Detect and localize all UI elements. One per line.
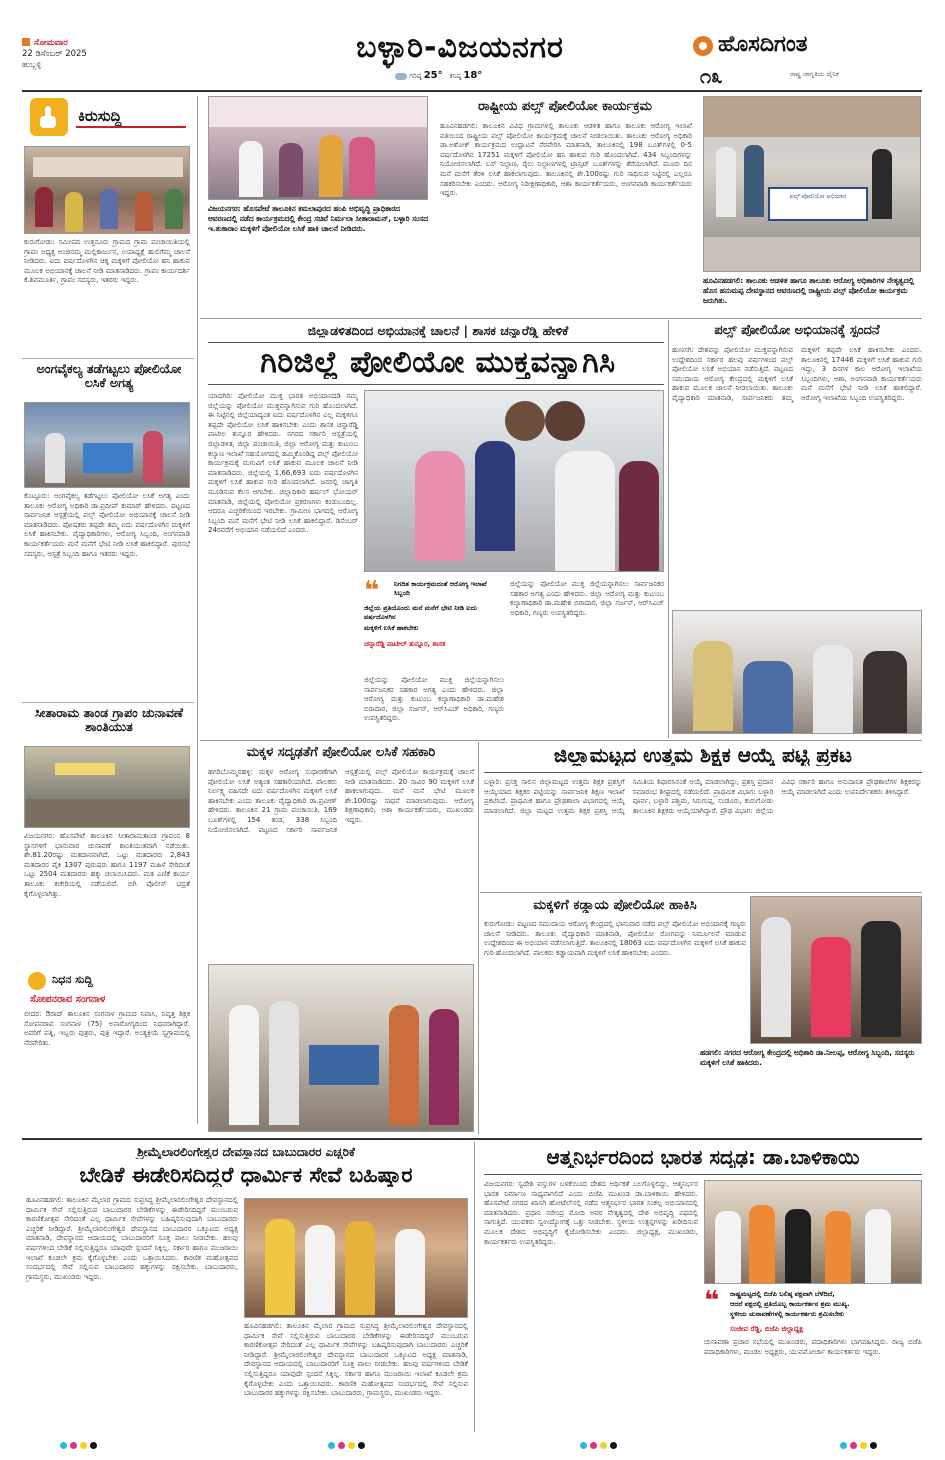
polio-banner bbox=[768, 187, 868, 221]
bottom-right-quote-author: ಸಂಜೀವ ರೆಡ್ಡಿ, ಬಿಜೆಪಿ ಜಿಲ್ಲಾಧ್ಯಕ್ಷ bbox=[730, 1325, 804, 1333]
quote-icon: ❝ bbox=[364, 576, 380, 606]
lead-text-2: ಜಿಲ್ಲೆಯನ್ನು ಪೋಲಿಯೋ ಮುಕ್ತ ಜಿಲ್ಲೆಯನ್ನಾಗಿಸಲು ಸಾರ್ವಜನಿಕರ ಸಹಕಾರ ಅಗತ್ಯ ಎಂದು ಹೇಳಿದರು. ಜಿಲ್ಲಾ ಆರೋಗ್ಯ ಮತ್ತು ಕುಟುಂಬ ಕಲ್ಯಾಣಾಧಿಕಾರಿ ಡಾ.ಮಹೇಶ ಬಿರಾದಾರ, ಜಿಲ್ಲಾ ಸರ್ಜನ್, ಆರ್‌ಸಿಎಚ್ ಅಧಿಕಾರಿ, ಗಣ್ಯರು ಉಪಸ್ಥಿತರಿದ್ದರು. bbox=[510, 580, 664, 617]
makkala-text: ಹಗರಿಬೊಮ್ಮನಹಳ್ಳಿ: ಮಕ್ಕಳ ಆರೋಗ್ಯ ಸುಧಾರಣೆಗಾಗಿ ಪೋಲಿಯೋ ಲಸಿಕೆ ಅತ್ಯಂತ ಸಹಕಾರಿಯಾಗಿದೆ. ಪಾಲಕರು ನಿರ್ಲಕ್ಷ್ಯ ವಹಿಸದೇ ಐದು ವರ್ಷದೊಳಗಿನ ಮಕ್ಕಳಿಗೆ ಲಸಿಕೆ ಹಾಕಿಸಬೇಕು ಎಂದು ತಾಲೂಕು ವೈದ್ಯಾಧಿಕಾರಿ ಡಾ.ಪ್ರವೀಣ್ ಹೇಳಿದರು. ತಾಲೂಕಿನ 21 ಗ್ರಾಮ ಪಂಚಾಯಿತಿ, 169 ಬೂತ್‌ಗಳಲ್ಲಿ 154 ತಂಡ, 338 ಸಿಬ್ಬಂದಿ ನಿಯೋಜಿಸಲಾಗಿದೆ. ಪಟ್ಟಣದ ಸರ್ಕಾರಿ ಸಾರ್ವಜನಿಕ ಆಸ್ಪತ್ರೆಯಲ್ಲಿ ಪಲ್ಸ್ ಪೋಲಿಯೋ ಕಾರ್ಯಕ್ರಮಕ್ಕೆ ಚಾಲನೆ ನೀಡಿ ಮಾತನಾಡಿದರು. 20 ಸಾವಿರ 90 ಮಕ್ಕಳಿಗೆ ಲಸಿಕೆ ಹಾಕಲಾಗುವುದು. ಮನೆ ಮನೆ ಭೇಟಿ ಮೂಲಕ ಶೇ.100ರಷ್ಟು ಸಾಧನೆ ಮಾಡಲಾಗುವುದು. ಆರೋಗ್ಯ ಶಿಕ್ಷಣಾಧಿಕಾರಿ, ಆಶಾ ಕಾರ್ಯಕರ್ತೆಯರು, ಮುಖಂಡರು ಇದ್ದರು. bbox=[208, 768, 474, 834]
bottom-left-text-2: ಹೂವಿನಹಡಗಲಿ: ತಾಲೂಕಿನ ಮೈಲಾರ ಗ್ರಾಮದ ಸುಪ್ರಸಿದ್ಧ ಶ್ರೀಮೈಲಾರಲಿಂಗೇಶ್ವರ ದೇವಸ್ಥಾನದಲ್ಲಿ ಧಾರ್ಮಿಕ ಸೇವೆ ಸಲ್ಲಿಸುತ್ತಿರುವ ಬಾಬುದಾರರ ಬೇಡಿಕೆಗಳನ್ನು ಈಡೇರಿಸದಿದ್ದರೆ ಮುಂಬರುವ ಕಾರಣಿಕೋತ್ಸವ ಸೇರಿದಂತೆ ಎಲ್ಲ ಧಾರ್ಮಿಕ ಸೇವೆಗಳನ್ನು ಬಹಿಷ್ಕರಿಸುವುದಾಗಿ ಬಾಬುದಾರರು ಎಚ್ಚರಿಕೆ ನೀಡಿದ್ದಾರೆ. ಶ್ರೀಮೈಲಾರಲಿಂಗೇಶ್ವರ ದೇವಸ್ಥಾನದ ಬಾಬುದಾರರ ಒಕ್ಕೂಟದ ಅಧ್ಯಕ್ಷ ಮಾತನಾಡಿ, ದೇವಸ್ಥಾನದ ಆದಾಯದಲ್ಲಿ ಬಾಬುದಾರರಿಗೆ ಸೂಕ್ತ ಪಾಲು ನೀಡಬೇಕು. ಹಲವು ವರ್ಷಗಳಿಂದ ಬೇಡಿಕೆ ಸಲ್ಲಿಸುತ್ತಿದ್ದರೂ ಯಾವುದೇ ಸ್ಪಂದನೆ ಸಿಕ್ಕಿಲ್ಲ. ಸರ್ಕಾರ ಹಾಗೂ ಮುಜರಾಯಿ ಇಲಾಖೆ ಕೂಡಲೇ ಕ್ರಮ ಕೈಗೊಳ್ಳಬೇಕು ಎಂದು ಒತ್ತಾಯಿಸಿದರು. ಕಾರಣಿಕ ಮಹೋತ್ಸವದ ಸಂದರ್ಭದಲ್ಲಿ ಸೇವೆ ಸಲ್ಲಿಸುವ ಬಾಬುದಾರರ ಹಕ್ಕುಗಳನ್ನು ರಕ್ಷಿಸಬೇಕು. ಬಾಬುದಾರರು, ಗ್ರಾಮಸ್ಥರು, ಮುಖಂಡರು ಇದ್ದರು. bbox=[244, 1322, 468, 1398]
left-column bbox=[22, 96, 194, 936]
bottom-right-quote-line-3: ಸ್ಥಳೀಯ ಚುನಾವಣೆಗಳಲ್ಲಿ ಕಾರ್ಯಕರ್ತರು ಶ್ರಮಿಸಬೇಕು bbox=[730, 1310, 845, 1318]
bottom-right-headline: ಆತ್ಮನಿರ್ಭರದಿಂದ ಭಾರತ ಸದೃಢ: ಡಾ.ಬಾಳಿಕಾಯಿ bbox=[546, 1146, 860, 1168]
pulse-top-text: ಹೂವಿನಹಡಗಲಿ: ತಾಲೂಕಿನ ವಿವಿಧ ಗ್ರಾಮಗಳಲ್ಲಿ ತಾಲೂಕು ಆಡಳಿತ ಹಾಗೂ ತಾಲೂಕು ಆರೋಗ್ಯ ಇಲಾಖೆ ವತಿಯಿಂದ ರಾಷ್ಟ್ರೀಯ ಪಲ್ಸ್ ಪೋಲಿಯೋ ಕಾರ್ಯಕ್ರಮಕ್ಕೆ ಚಾಲನೆ ನೀಡಲಾಯಿತು. ತಾಲೂಕು ಆರೋಗ್ಯ ಅಧಿಕಾರಿ ಡಾ.ಅಶೋಕ್ ಕಾರ್ಯಕ್ರಮದ ಉದ್ಘಾಟನೆ ನೆರವೇರಿಸಿ ಮಾತನಾಡಿ, ತಾಲೂಕಿನಲ್ಲಿ 198 ಬೂತ್‌ಗಳಲ್ಲಿ 0-5 ವರ್ಷದೊಳಗಿನ 17251 ಮಕ್ಕಳಿಗೆ ಪೋಲಿಯೋ ಹನಿ ಹಾಕುವ ಗುರಿ ಹೊಂದಲಾಗಿದೆ. 434 ಸಿಬ್ಬಂದಿಗಳನ್ನು ನಿಯೋಜಿಸಲಾಗಿದೆ. ಬಸ್ ನಿಲ್ದಾಣ, ರೈಲು ನಿಲ್ದಾಣಗಳಲ್ಲಿ ಟ್ರಾನ್ಸಿಟ್ ಬೂತ್‌ಗಳನ್ನು ತೆರೆಯಲಾಗಿದೆ. ಮೂರು ದಿನ ಮನೆ ಮನೆಗೆ ತೆರಳಿ ಲಸಿಕೆ ಹಾಕಲಾಗುವುದು. ತಾಲೂಕಿನಲ್ಲಿ ಶೇ.100ರಷ್ಟು ಗುರಿ ಸಾಧಿಸುವ ನಿಟ್ಟಿನಲ್ಲಿ ಎಲ್ಲರೂ ಸಹಕರಿಸಬೇಕು ಎಂದರು. ಆರೋಗ್ಯ ನಿರೀಕ್ಷಣಾಧಿಕಾರಿ, ಆಶಾ ಕಾರ್ಯಕರ್ತೆಯರು, ಅಂಗನವಾಡಿ ಕಾರ್ಯಕರ್ತೆಯರು ಇದ್ದರು. bbox=[440, 122, 692, 198]
col-rule-1 bbox=[197, 96, 198, 1124]
kirusuddi-photo-2 bbox=[24, 402, 190, 488]
pulse-top-headline: ರಾಷ್ಟ್ರೀಯ ಪಲ್ಸ್ ಪೋಲಿಯೋ ಕಾರ್ಯಕ್ರಮ bbox=[478, 100, 652, 114]
weather-min: 18° bbox=[463, 70, 483, 81]
makkalige-headline: ಮಕ್ಕಳಿಗೆ ಕಡ್ಡಾಯ ಪೋಲಿಯೋ ಹಾಕಿಸಿ bbox=[533, 898, 697, 913]
kirusuddi-badge bbox=[22, 96, 194, 140]
registration-marks bbox=[60, 1442, 890, 1452]
paper-name: ಹೊಸದಿಗಂತ bbox=[718, 32, 808, 57]
top-photo-1 bbox=[208, 96, 428, 200]
weather-max: 25° bbox=[423, 70, 443, 81]
makkala-photo bbox=[208, 964, 474, 1132]
col-rule-4 bbox=[474, 1142, 475, 1432]
makkalige-text: ಕುರುಗೋಡು: ಪಟ್ಟಣದ ಸಮುದಾಯ ಆರೋಗ್ಯ ಕೇಂದ್ರದಲ್ಲಿ ಭಾನುವಾರ ನಡೆದ ಪಲ್ಸ್ ಪೋಲಿಯೋ ಅಭಿಯಾನಕ್ಕೆ ಗಣ್ಯರು ಚಾಲನೆ ನೀಡಿದರು. ತಾಲೂಕು ವೈದ್ಯಾಧಿಕಾರಿ ಮಾತನಾಡಿ, ಪೋಲಿಯೋ ರೋಗವನ್ನು ನಿರ್ಮೂಲನೆ ಮಾಡುವ ಉದ್ದೇಶದಿಂದ ಈ ಅಭಿಯಾನ ನಡೆಸಲಾಗುತ್ತಿದೆ. ತಾಲೂಕಿನಲ್ಲಿ 18063 ಐದು ವರ್ಷದೊಳಗಿನ ಮಕ್ಕಳಿಗೆ ಲಸಿಕೆ ಹಾಕುವ ಗುರಿ ಹೊಂದಲಾಗಿದೆ. ಪಾಲಕರು ಕಡ್ಡಾಯವಾಗಿ ಮಕ್ಕಳಿಗೆ ಲಸಿಕೆ ಹಾಕಿಸಬೇಕು ಎಂದರು. bbox=[484, 920, 746, 957]
lead-kicker: ಜಿಲ್ಲಾಡಳಿತದಿಂದ ಅಭಿಯಾನಕ್ಕೆ ಚಾಲನೆ | ಶಾಸಕ ಚನ್ನಾರೆಡ್ಡಿ ಹೇಳಿಕೆ bbox=[307, 324, 569, 338]
masthead-rule bbox=[22, 90, 922, 92]
lead-headline: ಗಿರಿಜಿಲ್ಲೆ ಪೋಲಿಯೋ ಮುಕ್ತವನ್ನಾಗಿಸಿ bbox=[260, 346, 616, 379]
polio-banner-text: ಪಲ್ಸ್ ಪೋಲಿಯೋ ಅಭಿಯಾನ bbox=[789, 193, 847, 200]
right-polio-headline: ಪಲ್ಸ್ ಪೋಲಿಯೋ ಅಭಿಯಾನಕ್ಕೆ ಸ್ಪಂದನೆ bbox=[714, 324, 880, 338]
bottom-left-text: ಹೂವಿನಹಡಗಲಿ: ತಾಲೂಕಿನ ಮೈಲಾರ ಗ್ರಾಮದ ಸುಪ್ರಸಿದ್ಧ ಶ್ರೀಮೈಲಾರಲಿಂಗೇಶ್ವರ ದೇವಸ್ಥಾನದಲ್ಲಿ ಧಾರ್ಮಿಕ ಸೇವೆ ಸಲ್ಲಿಸುತ್ತಿರುವ ಬಾಬುದಾರರ ಬೇಡಿಕೆಗಳನ್ನು ಈಡೇರಿಸದಿದ್ದರೆ ಮುಂಬರುವ ಕಾರಣಿಕೋತ್ಸವ ಸೇರಿದಂತೆ ಎಲ್ಲ ಧಾರ್ಮಿಕ ಸೇವೆಗಳನ್ನು ಬಹಿಷ್ಕರಿಸುವುದಾಗಿ ಬಾಬುದಾರರು ಎಚ್ಚರಿಕೆ ನೀಡಿದ್ದಾರೆ. ಶ್ರೀಮೈಲಾರಲಿಂಗೇಶ್ವರ ದೇವಸ್ಥಾನದ ಬಾಬುದಾರರ ಒಕ್ಕೂಟದ ಅಧ್ಯಕ್ಷ ಮಾತನಾಡಿ, ದೇವಸ್ಥಾನದ ಆದಾಯದಲ್ಲಿ ಬಾಬುದಾರರಿಗೆ ಸೂಕ್ತ ಪಾಲು ನೀಡಬೇಕು. ಹಲವು ವರ್ಷಗಳಿಂದ ಬೇಡಿಕೆ ಸಲ್ಲಿಸುತ್ತಿದ್ದರೂ ಯಾವುದೇ ಸ್ಪಂದನೆ ಸಿಕ್ಕಿಲ್ಲ. ಸರ್ಕಾರ ಹಾಗೂ ಮುಜರಾಯಿ ಇಲಾಖೆ ಕೂಡಲೇ ಕ್ರಮ ಕೈಗೊಳ್ಳಬೇಕು ಎಂದು ಒತ್ತಾಯಿಸಿದರು. ಕಾರಣಿಕ ಮಹೋತ್ಸವದ ಸಂದರ್ಭದಲ್ಲಿ ಸೇವೆ ಸಲ್ಲಿಸುವ ಬಾಬುದಾರರ ಹಕ್ಕುಗಳನ್ನು ರಕ್ಷಿಸಬೇಕು. ಬಾಬುದಾರರು, ಗ್ರಾಮಸ್ಥರು, ಮುಖಂಡರು ಇದ್ದರು. bbox=[26, 1196, 238, 1281]
bottom-left-photo bbox=[244, 1198, 468, 1318]
nidhana-name: ಸೋಪನರಾವ ಸಂಗನಾಳ bbox=[30, 994, 106, 1005]
top-photo-2 bbox=[703, 96, 921, 272]
right-polio-photo bbox=[672, 610, 922, 734]
kirusuddi-story-3-headline: ಸೀತಾರಾಮ ತಾಂಡ ಗ್ರಾಪಂ ಚುನಾವಣೆ ಶಾಂತಿಯುತ bbox=[34, 706, 184, 734]
nidhana-box bbox=[22, 970, 194, 1125]
kirusuddi-story-3: ವಿಜಯನಗರ: ಹೊಸಪೇಟೆ ತಾಲೂಕಿನ ಸೀತಾರಾಮತಾಂಡ ಗ್ರಾಪಂನ 8 ಸ್ಥಾನಗಳಿಗೆ ಭಾನುವಾರ ಚುನಾವಣೆ ಶಾಂತಿಯುತವಾಗಿ ನಡೆಯಿತು. ಶೇ.81.20ರಷ್ಟು ಮತದಾನವಾಗಿದೆ. ಒಟ್ಟು ಮತದಾರರು 2,843 ಮತದಾರರ ಪೈಕಿ 1307 ಪುರುಷರು ಹಾಗೂ 1197 ಮಹಿಳೆ ಸೇರಿದಂತೆ ಒಟ್ಟು 2504 ಮತದಾರರು ಹಕ್ಕು ಚಲಾಯಿಸಿದರು. ಮತ ಎಣಿಕೆ ಕಾರ್ಯ ತಾಲೂಕು ಕಚೇರಿಯಲ್ಲಿ ನಡೆಯಲಿದೆ. ಬಿಗಿ ಪೊಲೀಸ್ ಭದ್ರತೆ ಕೈಗೊಳ್ಳಲಾಗಿತ್ತು. bbox=[24, 832, 190, 898]
lead-text: ಯಾದಗಿರಿ: ಪೋಲಿಯೋ ಮುಕ್ತ ಭಾರತ ಅಭಿಯಾನದಡಿ ನಮ್ಮ ಜಿಲ್ಲೆಯನ್ನು ಪೋಲಿಯೋ ಮುಕ್ತವನ್ನಾಗಿಸುವ ಗುರಿ ಹೊಂದಲಾಗಿದೆ. ಈ ನಿಟ್ಟಿನಲ್ಲಿ ಜಿಲ್ಲೆಯಾದ್ಯಂತ ಐದು ವರ್ಷದೊಳಗಿನ ಎಲ್ಲ ಮಕ್ಕಳಿಗೂ ತಪ್ಪದೇ ಪೋಲಿಯೋ ಲಸಿಕೆ ಹಾಕಿಸಬೇಕು ಎಂದು ಶಾಸಕ ಚನ್ನಾರೆಡ್ಡಿ ಪಾಟೀಲ ತುನ್ನೂರ ಹೇಳಿದರು. ನಗರದ ಸರ್ಕಾರಿ ಆಸ್ಪತ್ರೆಯಲ್ಲಿ ಜಿಲ್ಲಾಡಳಿತ, ಜಿಲ್ಲಾ ಪಂಚಾಯಿತಿ, ಜಿಲ್ಲಾ ಆರೋಗ್ಯ ಮತ್ತು ಕುಟುಂಬ ಕಲ್ಯಾಣ ಇಲಾಖೆ ಸಹಯೋಗದಲ್ಲಿ ಹಮ್ಮಿಕೊಂಡಿದ್ದ ಪಲ್ಸ್ ಪೋಲಿಯೋ ಕಾರ್ಯಕ್ರಮಕ್ಕೆ ಮಗುವಿಗೆ ಲಸಿಕೆ ಹಾಕುವ ಮೂಲಕ ಚಾಲನೆ ನೀಡಿ ಮಾತನಾಡಿದರು. ಜಿಲ್ಲೆಯಲ್ಲಿ 1,66,693 ಐದು ವರ್ಷದೊಳಗಿನ ಮಕ್ಕಳಿಗೆ ಲಸಿಕೆ ಹಾಕುವ ಗುರಿ ಹೊಂದಲಾಗಿದೆ. ಜನರಲ್ಲಿ ಜಾಗೃತಿ ಮೂಡಿಸುವ ಕೆಲಸ ಆಗಬೇಕು. ಜಿಲ್ಲಾಧಿಕಾರಿ ಹರ್ಷಲ್ ಭೋಯರ್ ಮಾತನಾಡಿ, ಜಿಲ್ಲೆಯಲ್ಲಿ ಪೋಲಿಯೋ ಪ್ರಕರಣಗಳು ಕಂಡುಬಂದಿಲ್ಲ. ಆದರೂ ಎಚ್ಚರಿಕೆಯಿಂದ ಇರಬೇಕು. ಗ್ರಾಮೀಣ ಭಾಗದಲ್ಲಿ ಆರೋಗ್ಯ ಸಿಬ್ಬಂದಿ ಮನೆ ಮನೆಗೆ ಭೇಟಿ ನೀಡಿ ಲಸಿಕೆ ಹಾಕಲಿದ್ದಾರೆ. ಡಿಸೆಂಬರ್ 24ರವರೆಗೆ ಅಭಿಯಾನ ನಡೆಯಲಿದೆ ಎಂದರು. bbox=[208, 392, 358, 535]
lead-quote-author: ಚನ್ನಾರೆಡ್ಡಿ ಪಾಟೀಲ್ ತುನ್ನೂರ, ಶಾಸಕ bbox=[364, 640, 446, 648]
bottom-right-quote-line-1: ರಾಷ್ಟ್ರಮಟ್ಟದಲ್ಲಿ ಬಿಜೆಪಿ ಬಲಿಷ್ಠ ಪಕ್ಷವಾಗಿ ಬೆಳೆದಿದೆ, bbox=[730, 1290, 835, 1298]
col-rule-2 bbox=[668, 320, 669, 738]
bottom-right-photo bbox=[704, 1180, 922, 1284]
cloud-icon bbox=[395, 73, 407, 80]
kirusuddi-label bbox=[78, 106, 122, 125]
lead-quote-box bbox=[364, 578, 504, 670]
lead-quote-line-1: ನಿಗದಿತ ಕಾರ್ಯಕ್ರಮದಂತೆ ಆರೋಗ್ಯ ಇಲಾಖೆ ಸಿಬ್ಬಂದಿ bbox=[394, 580, 487, 597]
lead-quote-line-2: ಜಿಲ್ಲೆಯ ಪ್ರತಿಯೊಂದು ಮನೆ ಮನೆಗೆ ಭೇಟಿ ನೀಡಿ ಐದು ವರ್ಷದೊಳಗಿನ bbox=[364, 604, 477, 621]
paper-tagline: ರಾಷ್ಟ್ರ ಜಾಗೃತಿಯ ದೈನಿಕ bbox=[790, 70, 839, 78]
lead-photo bbox=[364, 390, 664, 572]
makkala-headline: ಮಕ್ಕಳ ಸದೃಢತೆಗೆ ಪೋಲಿಯೋ ಲಸಿಕೆ ಸಹಕಾರಿ bbox=[246, 746, 436, 760]
bottom-right-text: ವಿಜಯನಗರ: ಸ್ವದೇಶಿ ವಸ್ತುಗಳ ಬಳಕೆಯಿಂದ ದೇಶದ ಆರ್ಥಿಕತೆ ಬಲಗೊಳ್ಳಲಿದ್ದು, ಆತ್ಮನಿರ್ಭರ ಭಾರತ ನಿರ್ಮಾಣ ಸಾಧ್ಯವಾಗಲಿದೆ ಎಂದು ಬಿಜೆಪಿ ಮುಖಂಡ ಡಾ.ಬಾಳಿಕಾಯಿ ಹೇಳಿದರು. ಹೊಸಪೇಟೆ ನಗರದ ಖಾಸಗಿ ಹೋಟೆಲ್‌ನಲ್ಲಿ ನಡೆದ ಆತ್ಮನಿರ್ಭರ ಭಾರತ ಸಂಕಲ್ಪ ಅಭಿಯಾನದಲ್ಲಿ ಮಾತನಾಡಿದರು. ಪ್ರಧಾನಿ ನರೇಂದ್ರ ಮೋದಿ ಅವರ ನೇತೃತ್ವದಲ್ಲಿ ದೇಶ ಅಭಿವೃದ್ಧಿ ಪಥದಲ್ಲಿ ಸಾಗುತ್ತಿದೆ. ಯುವಕರು ಸ್ವಉದ್ಯೋಗಕ್ಕೆ ಒತ್ತು ನೀಡಬೇಕು. ಸ್ಥಳೀಯ ಉತ್ಪನ್ನಗಳನ್ನು ಖರೀದಿಸುವ ಮೂಲಕ ದೇಶದ ಅಭಿವೃದ್ಧಿಗೆ ಕೈಜೋಡಿಸಬೇಕು ಎಂದರು. ಜಿಲ್ಲಾಧ್ಯಕ್ಷ, ಮುಖಂಡರು, ಕಾರ್ಯಕರ್ತರು ಉಪಸ್ಥಿತರಿದ್ದರು. bbox=[484, 1180, 698, 1246]
kirusuddi-photo-3 bbox=[24, 746, 190, 828]
makkalige-photo-caption: ಹಡಗಲಿ: ನಗರದ ಆರೋಗ್ಯ ಕೇಂದ್ರದಲ್ಲಿ ಅಧಿಕಾರಿ ಡಾ.ನೀಲಪ್ಪ, ಆರೋಗ್ಯ ಸಿಬ್ಬಂದಿ, ಸದಸ್ಯರು ಮಕ್ಕಳಿಗೆ ಲಸಿಕೆ ಹಾಕಿದರು. bbox=[700, 1048, 915, 1067]
lead-quote-line-3: ಮಕ್ಕಳಿಗೆ ಲಸಿಕೆ ಹಾಕಬೇಕು bbox=[364, 624, 419, 632]
kirusuddi-story-2-headline: ಅಂಗವೈಕಲ್ಯ ತಡೆಗಟ್ಟಲು ಪೋಲಿಯೋ ಲಸಿಕೆ ಅಗತ್ಯ bbox=[36, 362, 182, 390]
row-rule-1 bbox=[200, 318, 922, 319]
page-number: ೧೩ bbox=[700, 64, 723, 88]
row-rule-3 bbox=[22, 1138, 922, 1140]
nidhana-icon bbox=[28, 972, 46, 990]
quote-icon-2: ❝ bbox=[704, 1286, 720, 1316]
top-photo-1-caption: ವಿಜಯನಗರ: ಹೊಸಪೇಟೆ ತಾಲೂಕಿನ ಕಮಲಾಪುರದ ಹಂಪಿ ಅಭಿವೃದ್ಧಿ ಪ್ರಾಧಿಕಾರದ ಆವರಣದಲ್ಲಿ ನಡೆದ ಕಾರ್ಯಕ್ರಮದಲ್ಲಿ ಕೇಂದ್ರ ಸಚಿವೆ ನಿರ್ಮಲಾ ಸೀತಾರಾಮನ್, ಬಳ್ಳಾರಿ ಸಂಸದ ಇ.ತುಕಾರಾಂ ಮಕ್ಕಳಿಗೆ ಪೋಲಿಯೋ ಲಸಿಕೆ ಹಾಕಿ ಚಾಲನೆ ನೀಡಿದರು. bbox=[208, 204, 429, 233]
bottom-right-text-2: ಚುನಾವಣಾ ಪ್ರಚಾರ ಸಭೆಯಲ್ಲಿ ಮುಖಂಡರು, ಪದಾಧಿಕಾರಿಗಳು ಭಾಗವಹಿಸಿದ್ದರು. ರಾಜ್ಯ ಬಿಜೆಪಿ ಪದಾಧಿಕಾರಿಗಳು, ಮಂಡಲ ಅಧ್ಯಕ್ಷರು, ಯುವಮೋರ್ಚಾ ಕಾರ್ಯಕರ್ತರು ಇದ್ದರು. bbox=[704, 1338, 922, 1356]
shikshaka-text: ಬಳ್ಳಾರಿ: ಪ್ರಸಕ್ತ ಸಾಲಿನ ಜಿಲ್ಲಾಮಟ್ಟದ ಉತ್ತಮ ಶಿಕ್ಷಕ ಪ್ರಶಸ್ತಿಗೆ ಆಯ್ಕೆಯಾದ ಶಿಕ್ಷಕರ ಪಟ್ಟಿಯನ್ನು ಸಾರ್ವಜನಿಕ ಶಿಕ್ಷಣ ಇಲಾಖೆ ಪ್ರಕಟಿಸಿದೆ. ಪ್ರಾಥಮಿಕ ಹಾಗೂ ಪ್ರೌಢಶಾಲಾ ವಿಭಾಗದಲ್ಲಿ ಆಯ್ಕೆ ಮಾಡಲಾಗಿದೆ. ಜಿಲ್ಲಾ ಮಟ್ಟದ ಉತ್ತಮ ಶಿಕ್ಷಕ ಪ್ರಶಸ್ತಿ ಆಯ್ಕೆ ಸಮಿತಿಯ ಶಿಫಾರಸಿನಂತೆ ಆಯ್ಕೆ ಮಾಡಲಾಗಿದ್ದು, ಪ್ರಶಸ್ತಿ ಪ್ರದಾನ ಸಮಾರಂಭ ಶೀಘ್ರದಲ್ಲಿ ನಡೆಯಲಿದೆ. ಪ್ರಾಥಮಿಕ ವಿಭಾಗ: ಬಳ್ಳಾರಿ ಪೂರ್ವ, ಬಳ್ಳಾರಿ ಪಶ್ಚಿಮ, ಸಿರುಗುಪ್ಪ, ಸಂಡೂರು, ಕುರುಗೋಡು ತಾಲೂಕಿನ ಶಿಕ್ಷಕರು ಆಯ್ಕೆಯಾಗಿದ್ದಾರೆ. ಪ್ರೌಢ ವಿಭಾಗ: ಜಿಲ್ಲೆಯ ವಿವಿಧ ಸರ್ಕಾರಿ ಹಾಗೂ ಅನುದಾನಿತ ಪ್ರೌಢಶಾಲೆಗಳ ಶಿಕ್ಷಕರನ್ನು ಆಯ್ಕೆ ಮಾಡಲಾಗಿದೆ ಎಂದು ಉಪನಿರ್ದೇಶಕರು ತಿಳಿಸಿದ್ದಾರೆ. bbox=[484, 778, 922, 815]
kirusuddi-label-text: ಕಿರುಸುದ್ದಿ bbox=[78, 107, 122, 125]
top-photo-2-caption: ಹೂವಿನಹಡಗಲಿ: ತಾಲೂಕು ಆಡಳಿತ ಹಾಗೂ ತಾಲೂಕು ಆರೋಗ್ಯ ಅಧಿಕಾರಿಗಳ ನೇತೃತ್ವದಲ್ಲಿ ಹೊಸ ಹನುಮಪ್ಪ ದೇವಸ್ಥಾನದ ಆವರಣದಲ್ಲಿ ರಾಷ್ಟ್ರೀಯ ಪಲ್ಸ್ ಪೋಲಿಯೋ ಕಾರ್ಯಕ್ರಮ ಜರುಗಿತು. bbox=[703, 276, 914, 305]
paper-logo-icon bbox=[692, 35, 714, 57]
weather-box bbox=[395, 70, 535, 86]
masthead-city: ಹುಬ್ಬಳ್ಳಿ bbox=[22, 60, 42, 69]
hand-icon bbox=[30, 98, 68, 136]
masthead-date: 22 ಡಿಸೆಂಬರ್ 2025 bbox=[22, 49, 87, 59]
lead-text-2b: ಜಿಲ್ಲೆಯನ್ನು ಪೋಲಿಯೋ ಮುಕ್ತ ಜಿಲ್ಲೆಯನ್ನಾಗಿಸಲು ಸಾರ್ವಜನಿಕರ ಸಹಕಾರ ಅಗತ್ಯ ಎಂದು ಹೇಳಿದರು. ಜಿಲ್ಲಾ ಆರೋಗ್ಯ ಮತ್ತು ಕುಟುಂಬ ಕಲ್ಯಾಣಾಧಿಕಾರಿ ಡಾ.ಮಹೇಶ ಬಿರಾದಾರ, ಜಿಲ್ಲಾ ಸರ್ಜನ್, ಆರ್‌ಸಿಎಚ್ ಅಧಿಕಾರಿ, ಗಣ್ಯರು ಉಪಸ್ಥಿತರಿದ್ದರು. bbox=[364, 676, 504, 723]
weather-min-label: ಕನಿಷ್ಠ bbox=[449, 72, 462, 80]
masthead-day: ಸೋಮವಾರ bbox=[34, 38, 68, 48]
kirusuddi-story-2: ಕೊಟ್ಟೂರು: ಅಂಗವೈಕಲ್ಯ ತಡೆಗಟ್ಟಲು ಪೋಲಿಯೋ ಲಸಿಕೆ ಅಗತ್ಯ ಎಂದು ತಾಲೂಕು ಆರೋಗ್ಯ ಅಧಿಕಾರಿ ಡಾ.ಪ್ರದೀಪ್ ಕುಮಾರ್ ಹೇಳಿದರು. ಪಟ್ಟಣದ ಸಾರ್ವಜನಿಕ ಆಸ್ಪತ್ರೆಯಲ್ಲಿ ಪಲ್ಸ್ ಪೋಲಿಯೋ ಅಭಿಯಾನಕ್ಕೆ ಚಾಲನೆ ನೀಡಿ ಮಾತನಾಡಿದರು. ಪೋಷಕರು ತಪ್ಪದೇ ತಮ್ಮ ಐದು ವರ್ಷದೊಳಗಿನ ಮಕ್ಕಳಿಗೆ ಲಸಿಕೆ ಹಾಕಿಸಬೇಕು. ವೈದ್ಯಾಧಿಕಾರಿಗಳು, ಆರೋಗ್ಯ ಸಿಬ್ಬಂದಿ, ಅಂಗನವಾಡಿ ಕಾರ್ಯಕರ್ತೆಯರು ಮನೆ ಮನೆಗೆ ಭೇಟಿ ನೀಡಿ ಲಸಿಕೆ ಹಾಕಲಿದ್ದಾರೆ. ಪುರಸಭೆ ಸದಸ್ಯರು, ಆಸ್ಪತ್ರೆ ಸಿಬ್ಬಂದಿ ಹಾಗೂ ಇತರರು ಇದ್ದರು. bbox=[24, 492, 190, 558]
nidhana-label: ನಿಧನ ಸುದ್ದಿ bbox=[52, 973, 93, 986]
masthead bbox=[0, 0, 945, 92]
bottom-right-quote-line-2: ಆದರೆ ಪಕ್ಷದಲ್ಲಿ ಪ್ರತಿಯೊಬ್ಬ ಕಾರ್ಯಕರ್ತನ ಶ್ರಮ ಮುಖ್ಯ. bbox=[730, 1300, 850, 1308]
nidhana-text: ಬೀದರ: ಔರಾದ್ ತಾಲೂಕಿನ ಸಂಗನಾಳ ಗ್ರಾಮದ ನಿವಾಸಿ, ನಿವೃತ್ತ ಶಿಕ್ಷಕ ಸೋಪನರಾವ ಸಂಗನಾಳ (75) ಅನಾರೋಗ್ಯದಿಂದ ನಿಧನರಾಗಿದ್ದಾರೆ. ಅವರಿಗೆ ಪತ್ನಿ, ಇಬ್ಬರು ಪುತ್ರರು, ಪುತ್ರಿ ಇದ್ದಾರೆ. ಅಂತ್ಯಕ್ರಿಯೆ ಸ್ವಗ್ರಾಮದಲ್ಲಿ ನೆರವೇರಿತು. bbox=[24, 1010, 190, 1047]
col-rule-3 bbox=[478, 742, 479, 1134]
kirusuddi-story-1: ಕುರುಗೋಡು: ಸಮೀಪದ ಉತ್ತನೂರು ಗ್ರಾಮದ ಗ್ರಾಮ ಪಂಚಾಯಿತಿಯಲ್ಲಿ ಗ್ರಾಪಂ ಅಧ್ಯಕ್ಷ ಅಂಜಿನಮ್ಮ ಮಲ್ಲಿಕಾರ್ಜುನ, ಉಪಾಧ್ಯಕ್ಷೆ ಹುಲಿಗೆಮ್ಮ ಚಾಲನೆ ನೀಡಿದರು. ಐದು ವರ್ಷದೊಳಗಿನ ಚಿಕ್ಕ ಮಕ್ಕಳಿಗೆ ಪೋಲಿಯೋ ಹನಿ ಹಾಕುವ ಮೂಲಕ ಅಭಿಯಾನಕ್ಕೆ ಚಾಲನೆ ನೀಡಿ ಮಾತನಾಡಿದರು. ಗ್ರಾಪಂ ಕಾರ್ಯದರ್ಶಿ ಕೆ.ಶಿವಮೂರ್ತಿ, ಗ್ರಾಪಂ ಸದಸ್ಯರು, ಇತರರು ಇದ್ದರು. bbox=[24, 238, 190, 285]
date-block bbox=[22, 38, 142, 70]
bottom-left-headline: ಬೇಡಿಕೆ ಈಡೇರಿಸದಿದ್ದರೆ ಧಾರ್ಮಿಕ ಸೇವೆ ಬಹಿಷ್ಕಾರ bbox=[79, 1164, 413, 1187]
shikshaka-headline: ಜಿಲ್ಲಾಮಟ್ಟದ ಉತ್ತಮ ಶಿಕ್ಷಕ ಆಯ್ಕೆ ಪಟ್ಟಿ ಪ್ರಕಟ bbox=[553, 744, 853, 766]
paper-logo bbox=[692, 32, 922, 62]
bottom-left-kicker: ಶ್ರೀಮೈಲಾರಲಿಂಗೇಶ್ವರ ದೇವಸ್ಥಾನದ ಬಾಬುದಾರರ ಎಚ್ಚರಿಕೆ bbox=[137, 1146, 355, 1159]
right-polio-text: ಹುಣಸಗಿ: ದೇಶವನ್ನು ಪೋಲಿಯೋ ಮುಕ್ತವನ್ನಾಗಿಸುವ ಉದ್ದೇಶದಿಂದ ಸರ್ಕಾರ ಹಲವು ವರ್ಷಗಳಿಂದ ಪಲ್ಸ್ ಪೋಲಿಯೋ ಲಸಿಕೆ ಅಭಿಯಾನ ನಡೆಸುತ್ತಿದೆ. ಪಟ್ಟಣದ ಸಮುದಾಯ ಆರೋಗ್ಯ ಕೇಂದ್ರದಲ್ಲಿ ಮಕ್ಕಳಿಗೆ ಲಸಿಕೆ ಹಾಕುವ ಮೂಲಕ ಚಾಲನೆ ನೀಡಲಾಯಿತು. ತಾಲೂಕು ವೈದ್ಯಾಧಿಕಾರಿ ಮಾತನಾಡಿ, ಸಾರ್ವಜನಿಕರು ತಮ್ಮ ಮಕ್ಕಳಿಗೆ ತಪ್ಪದೇ ಲಸಿಕೆ ಹಾಕಿಸಬೇಕು ಎಂದರು. ತಾಲೂಕಿನಲ್ಲಿ 17446 ಮಕ್ಕಳಿಗೆ ಲಸಿಕೆ ಹಾಕುವ ಗುರಿ ಇದ್ದು, 3 ದಿನಗಳ ಕಾಲ ಆರೋಗ್ಯ ಇಲಾಖೆಯ ಸಿಬ್ಬಂದಿಗಳು, ಆಶಾ, ಅಂಗನವಾಡಿ ಕಾರ್ಯಕರ್ತೆಯರು ಮನೆ ಮನೆಗೆ ಭೇಟಿ ನೀಡಿ ಲಸಿಕೆ ಹಾಕಲಿದ್ದಾರೆ. ಆರೋಗ್ಯ ಇಲಾಖೆಯ ಸಿಬ್ಬಂದಿ ಉಪಸ್ಥಿತರಿದ್ದರು. bbox=[672, 346, 922, 402]
makkalige-photo bbox=[750, 896, 922, 1044]
weather-max-label: ಗರಿಷ್ಠ bbox=[409, 72, 422, 80]
row-rule-2 bbox=[200, 740, 922, 741]
section-title: ಬಳ್ಳಾರಿ-ವಿಜಯನಗರ bbox=[356, 30, 564, 65]
kirusuddi-photo-1 bbox=[24, 146, 190, 234]
